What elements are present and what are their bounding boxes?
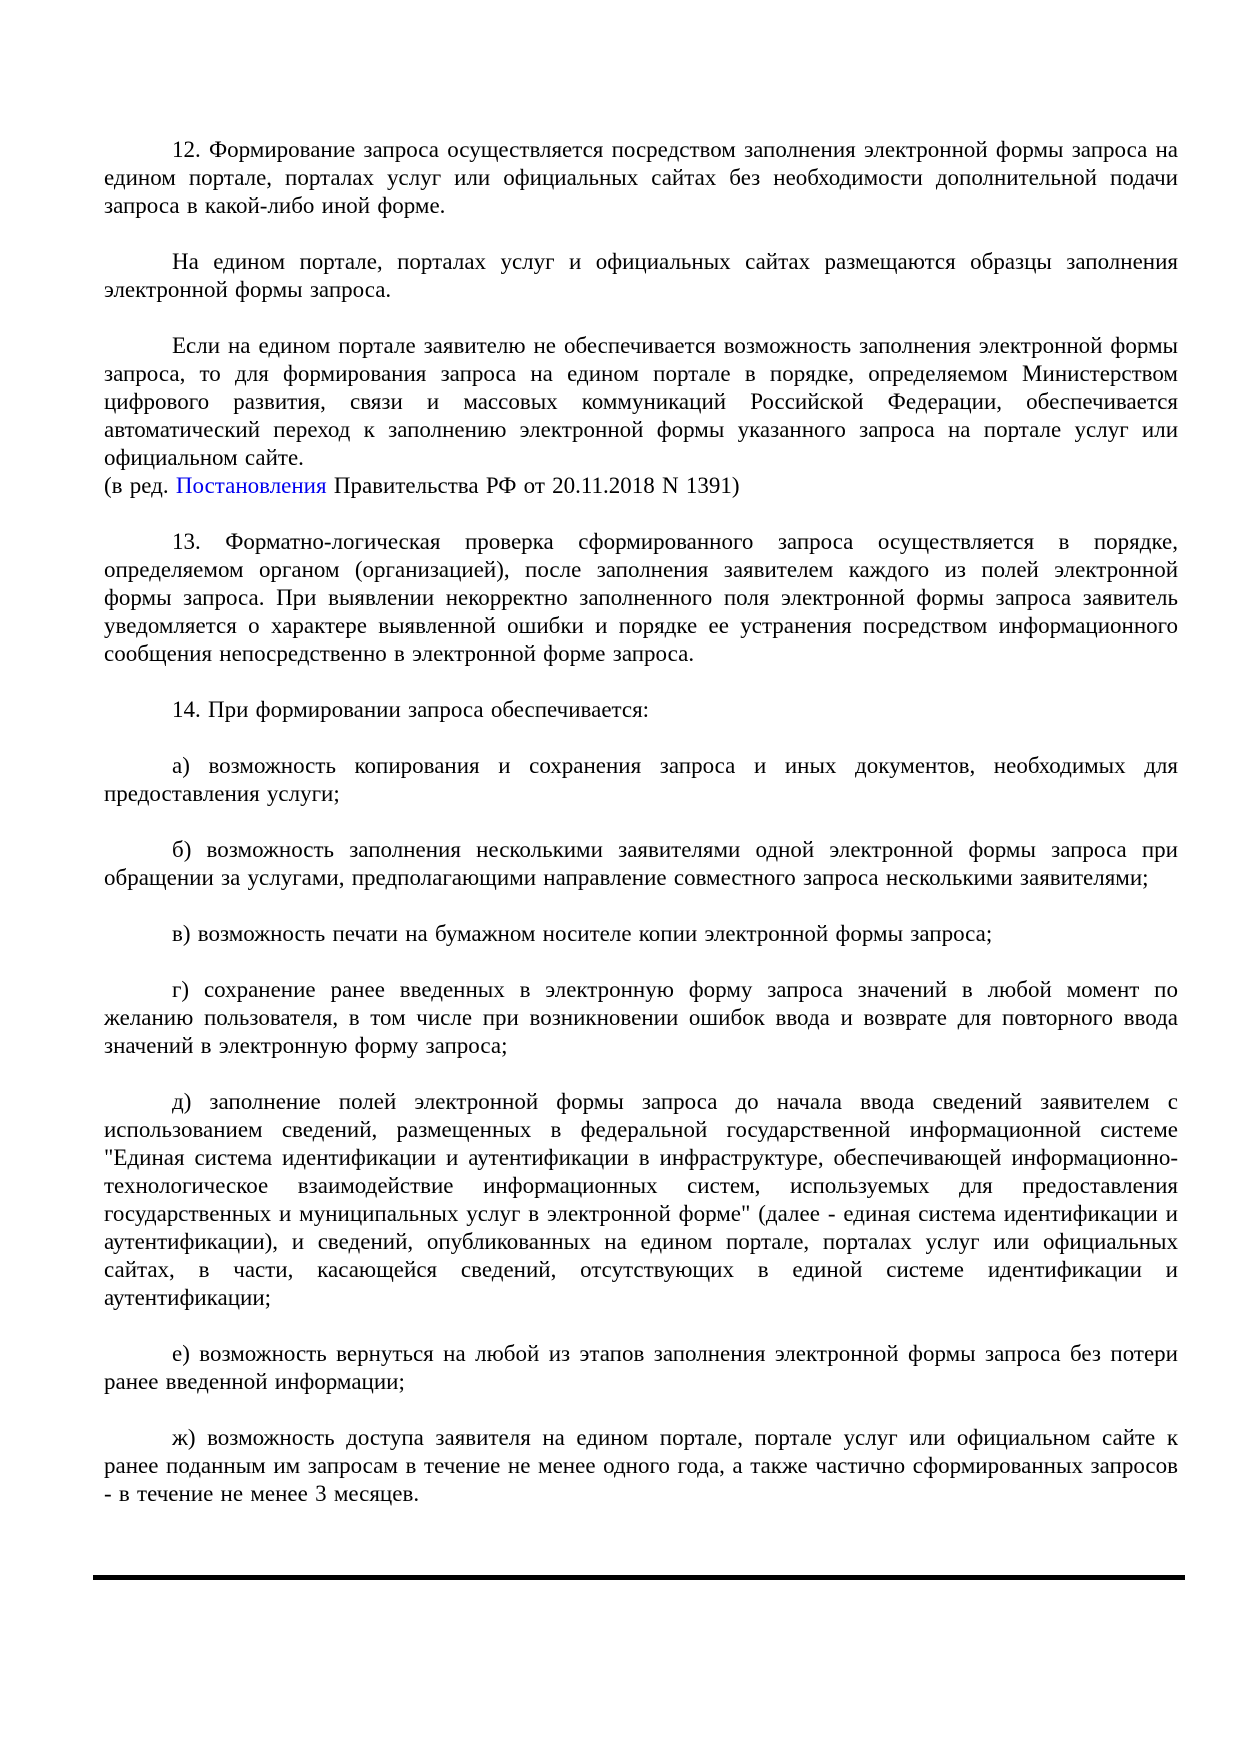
paragraph-12-note-fallback: Если на едином портале заявителю не обеспечивается возможность заполнения электронной формы запроса, то для формирования запроса на едином портале в порядке, определяемом Министерством цифрового развития, связи и массовых коммуникаций Российской Федерации, обеспечивается автоматический переход к заполнению электронной формы указанного запроса на портале услуг или официальном сайте. [104, 333, 1178, 470]
paragraph-12-note-samples: На едином портале, порталах услуг и официальных сайтах размещаются образцы заполнения электронной формы запроса. [104, 249, 1178, 302]
paragraph-13: 13. Форматно-логическая проверка сформированного запроса осуществляется в порядке, определяемом органом (организацией), после заполнения заявителем каждого из полей электронной формы запроса. При выявлении некорректно заполненного поля электронной формы запроса заявитель уведомляется о характере выявленной ошибки и порядке ее устранения посредством информационного сообщения непосредственно в электронной форме запроса. [104, 529, 1178, 666]
paragraph-14-item-g: г) сохранение ранее введенных в электронную форму запроса значений в любой момент по желанию пользователя, в том числе при возникновении ошибок ввода и возврате для повторного ввода значений в электронную форму запроса; [104, 977, 1178, 1058]
document-page [104, 136, 1178, 1508]
paragraph-14-item-v: в) возможность печати на бумажном носителе копии электронной формы запроса; [172, 921, 993, 946]
paragraph-14-item-b: б) возможность заполнения несколькими заявителями одной электронной формы запроса при обращении за услугами, предполагающими направление совместного запроса несколькими заявителями; [104, 837, 1178, 890]
horizontal-rule [93, 1575, 1185, 1580]
amendment-suffix: Правительства РФ от 20.11.2018 N 1391) [326, 473, 740, 498]
amendment-prefix: (в ред. [104, 473, 176, 498]
paragraph-14-item-e: е) возможность вернуться на любой из этапов заполнения электронной формы запроса без потери ранее введенной информации; [104, 1341, 1178, 1394]
amendment-link[interactable]: Постановления [175, 473, 327, 498]
paragraph-12: 12. Формирование запроса осуществляется посредством заполнения электронной формы запроса на едином портале, порталах услуг или официальных сайтах без необходимости дополнительной подачи запроса в какой-либо иной форме. [104, 137, 1178, 218]
paragraph-14-item-d: д) заполнение полей электронной формы запроса до начала ввода сведений заявителем с использованием сведений, размещенных в федеральной государственной информационной системе "Единая система идентификации и аутентификации в инфраструктуре, обеспечивающей информационно-технологическое взаимодействие информационных систем, используемых для предоставления государственных и муниципальных услуг в электронной форме" (далее - единая система идентификации и аутентификации), и сведений, опубликованных на едином портале, порталах услуг или официальных сайтах, в части, касающейся сведений, отсутствующих в единой системе идентификации и аутентификации; [104, 1089, 1178, 1310]
amendment-note [104, 472, 1178, 500]
paragraph-14-item-a: а) возможность копирования и сохранения запроса и иных документов, необходимых для предоставления услуги; [104, 753, 1178, 806]
paragraph-14-item-zh: ж) возможность доступа заявителя на едином портале, портале услуг или официальном сайте к ранее поданным им запросам в течение не менее одного года, а также частично сформированных запросов - в течение не менее 3 месяцев. [104, 1425, 1178, 1506]
paragraph-14: 14. При формировании запроса обеспечивается: [172, 697, 650, 722]
